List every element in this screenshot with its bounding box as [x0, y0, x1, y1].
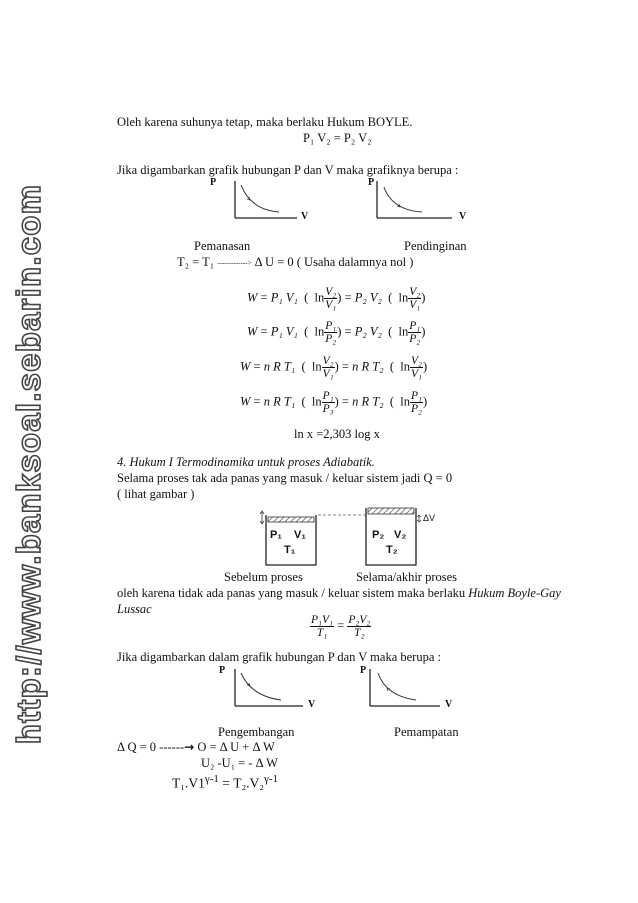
- delta-v-label: ΔV: [423, 513, 436, 523]
- adiabatic-container-diagram: [256, 505, 446, 569]
- pv-graph-expansion: [215, 665, 315, 715]
- work-equation-3: W = n R T₁ ( ln $\frac{\text{V₂}}{\text{V₁}}$ ) = n R T₂ ( ln $\frac{\text{V₂}}{\text{V₁}}$ ): [240, 355, 428, 381]
- v-axis-label: V: [445, 699, 453, 710]
- v-axis-label: V: [459, 211, 467, 222]
- adiabatic-line-2: ( lihat gambar ): [117, 487, 195, 501]
- p-axis-label: P: [210, 177, 217, 188]
- law-name: Hukum Boyle-Gay: [468, 586, 561, 600]
- pv-graph-compression: [360, 665, 460, 715]
- boyle-gay-lussac-text: oleh karena tidak ada panas yang masuk / keluar sistem maka berlaku Hukum Boyle-Gay: [117, 586, 561, 600]
- p-axis-label: P: [368, 177, 375, 188]
- work-equation-4: W = n R T₁ ( ln $\frac{\text{P₁}}{\text{P₃}}$ ) = n R T₂ ( ln $\frac{\text{P₁}}{\text{P₂}}$ ): [240, 390, 428, 416]
- adiabat-curve: [360, 665, 460, 715]
- isotherm-curve: [205, 177, 310, 227]
- gas-law-equation: $\frac{\text{P₁V₁}}{\text{T₁}}$ = $\frac{\text{P₂V₂}}{\text{T₂}}$: [311, 614, 371, 640]
- p-axis-label: P: [360, 665, 367, 676]
- delta-q-line: Δ Q = 0 ------→ O = Δ U + Δ W: [117, 740, 275, 754]
- work-equation-2: W = P₁ V₁ ( ln $\frac{\text{P₁}}{\text{P₂}}$ ) = P₂ V₂ ( ln $\frac{\text{P₁}}{\text{P₂}}$ ): [247, 320, 426, 346]
- isothermal-condition: T₂ = T₁ -------------> Δ U = 0 ( Usaha dalamnya nol ): [177, 255, 414, 269]
- adiabat-curve: [215, 665, 315, 715]
- state2-temperature: T₂: [386, 544, 398, 556]
- container-shapes: [256, 505, 446, 569]
- work-equation-1: W = P₁ V₁ ( ln $\frac{\text{V₂}}{\text{V₁}}$ ) = P₂ V₂ ( ln $\frac{\text{V₂}}{\text{V₁}}$ ): [247, 286, 426, 312]
- adiabatic-relation: $T_1.V1^{\gamma-1} = T_2.V_2^{\gamma-1}$: [172, 773, 279, 791]
- label-before: Sebelum proses: [224, 570, 303, 584]
- label-cooling: Pendinginan: [404, 239, 467, 253]
- section-heading: 4. Hukum I Termodinamika untuk proses Adiabatik.: [117, 455, 375, 469]
- isotherm-curve: [368, 177, 473, 227]
- v-axis-label: V: [308, 699, 316, 710]
- label-expansion: Pengembangan: [218, 725, 295, 739]
- state1-pressure: P₁: [270, 529, 282, 541]
- label-heating: Pemanasan: [194, 239, 251, 253]
- boyle-intro: Oleh karena suhunya tetap, maka berlaku Hukum BOYLE.: [117, 115, 413, 129]
- boyle-graph-intro: Jika digambarkan grafik hubungan P dan V maka grafiknya berupa :: [117, 163, 459, 177]
- watermark: http://www.banksoal.sebarin.com: [10, 183, 47, 745]
- pv-graph-cooling: [368, 177, 473, 227]
- p-axis-label: P: [219, 665, 226, 676]
- arrow-icon: →: [184, 740, 195, 754]
- adiabatic-line-1: Selama proses tak ada panas yang masuk / keluar sistem jadi Q = 0: [117, 471, 453, 485]
- pv-graph-heating: [205, 177, 310, 227]
- v-axis-label: V: [301, 211, 309, 222]
- law-name-cont: Lussac: [117, 602, 152, 616]
- adiabatic-graph-intro: Jika digambarkan dalam grafik hubungan P dan V maka berupa :: [117, 650, 441, 664]
- state1-temperature: T₁: [284, 544, 296, 556]
- state2-volume: V₂: [394, 529, 407, 541]
- boyle-law: P₁ V₂ = P₂ V₂: [303, 131, 372, 145]
- energy-change-line: U₂ -U₁ = - Δ W: [201, 756, 278, 770]
- state1-volume: V₁: [294, 529, 306, 541]
- state2-pressure: P₂: [372, 529, 385, 541]
- label-after: Selama/akhir proses: [356, 570, 458, 584]
- label-compression: Pemampatan: [394, 725, 459, 739]
- log-identity: ln x =2,303 log x: [294, 427, 380, 441]
